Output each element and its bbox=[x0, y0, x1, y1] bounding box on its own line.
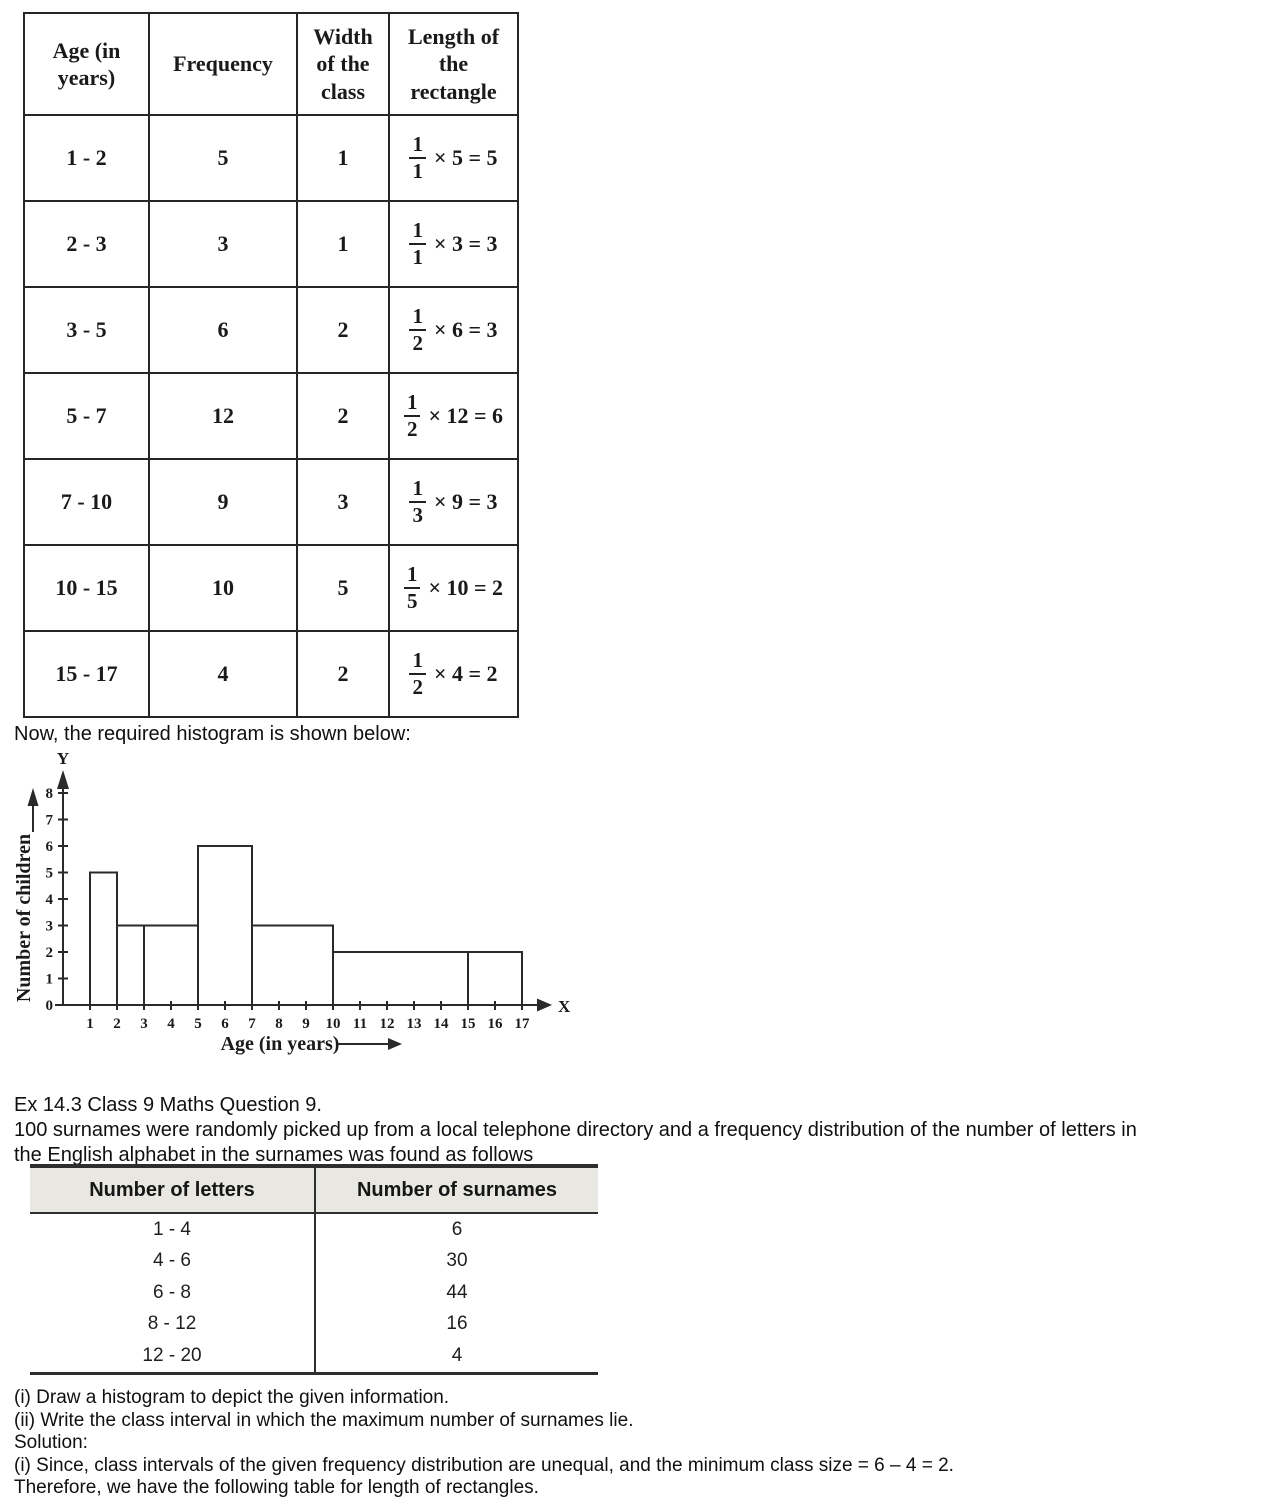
table-row bbox=[24, 201, 518, 287]
age-cell: 3 - 5 bbox=[24, 287, 149, 373]
table-row bbox=[24, 373, 518, 459]
age-cell: 10 - 15 bbox=[24, 545, 149, 631]
frequency-cell: 9 bbox=[149, 459, 297, 545]
fraction-numerator: 1 bbox=[404, 391, 421, 417]
x-tick-label: 10 bbox=[325, 1016, 341, 1032]
x-tick-label: 9 bbox=[302, 1016, 310, 1032]
histogram-bar bbox=[90, 873, 117, 1006]
fraction-numerator: 1 bbox=[409, 133, 426, 159]
histogram-bar bbox=[252, 926, 333, 1006]
solution-label: Solution: bbox=[14, 1432, 88, 1453]
x-axis-letter: X bbox=[558, 997, 571, 1016]
histogram-bar bbox=[117, 926, 144, 1006]
fraction bbox=[409, 305, 426, 355]
table-row bbox=[30, 1309, 598, 1341]
length-cell bbox=[389, 287, 518, 373]
x-tick-label: 1 bbox=[86, 1016, 94, 1032]
y-axis-title: Number of children bbox=[13, 833, 35, 1003]
width-cell: 2 bbox=[297, 373, 389, 459]
fraction-numerator: 1 bbox=[409, 305, 426, 331]
table-header-row bbox=[30, 1168, 598, 1214]
table-row bbox=[24, 287, 518, 373]
age-cell: 15 - 17 bbox=[24, 631, 149, 717]
question-block bbox=[14, 1093, 1137, 1168]
x-caption-arrowhead bbox=[388, 1038, 402, 1050]
histogram-bar bbox=[144, 926, 198, 1006]
length-expression: × 12 = 6 bbox=[428, 403, 504, 428]
fraction-denominator: 2 bbox=[412, 331, 423, 355]
col-header-surnames: Number of surnames bbox=[314, 1168, 598, 1212]
y-axis-arrowhead bbox=[57, 770, 69, 789]
question-line-2: the English alphabet in the surnames was found as follows bbox=[14, 1144, 534, 1166]
width-cell: 5 bbox=[297, 545, 389, 631]
x-tick-label: 16 bbox=[487, 1016, 503, 1032]
fraction-numerator: 1 bbox=[409, 649, 426, 675]
length-of-rectangle-table bbox=[23, 12, 519, 718]
x-tick-label: 12 bbox=[379, 1016, 395, 1032]
y-tick-label: 6 bbox=[45, 839, 53, 855]
length-expression: × 4 = 2 bbox=[433, 661, 498, 686]
frequency-cell: 12 bbox=[149, 373, 297, 459]
surnames-cell: 6 bbox=[314, 1214, 598, 1246]
y-tick-label: 7 bbox=[45, 812, 53, 829]
table-row bbox=[24, 545, 518, 631]
fraction bbox=[409, 219, 426, 269]
table-row bbox=[30, 1340, 598, 1372]
task-i-text: (i) Draw a histogram to depict the given information. bbox=[14, 1387, 450, 1408]
frequency-cell: 6 bbox=[149, 287, 297, 373]
table-row bbox=[30, 1277, 598, 1309]
solution-line-1: (i) Since, class intervals of the given frequency distribution are unequal, and the minimum class size = 6 – 4 = 2. bbox=[14, 1454, 954, 1476]
y-tick-label: 4 bbox=[45, 892, 53, 908]
y-tick-label: 1 bbox=[45, 971, 53, 988]
histogram-bar bbox=[333, 952, 468, 1005]
fraction bbox=[404, 391, 421, 441]
x-tick-label: 5 bbox=[194, 1016, 202, 1032]
frequency-cell: 5 bbox=[149, 115, 297, 201]
x-tick-label: 17 bbox=[514, 1016, 530, 1032]
y-tick-label: 2 bbox=[45, 945, 53, 961]
y-axis-letter: Y bbox=[56, 749, 70, 768]
width-cell: 2 bbox=[297, 287, 389, 373]
col-header-age: Age (in years) bbox=[24, 13, 149, 115]
y-tick-label: 8 bbox=[45, 786, 53, 802]
x-tick-label: 6 bbox=[221, 1016, 229, 1032]
x-tick-label: 15 bbox=[460, 1016, 476, 1032]
y-tick-label: 5 bbox=[45, 865, 53, 882]
x-tick-label: 13 bbox=[406, 1016, 422, 1032]
x-axis-title: Age (in years) bbox=[220, 1033, 340, 1055]
fraction-denominator: 5 bbox=[406, 589, 418, 613]
letters-cell: 8 - 12 bbox=[147, 1313, 197, 1335]
surnames-cell: 4 bbox=[314, 1340, 598, 1372]
surnames-cell: 16 bbox=[314, 1309, 598, 1341]
table-row bbox=[24, 459, 518, 545]
fraction-numerator: 1 bbox=[404, 563, 421, 589]
length-expression: × 5 = 5 bbox=[433, 145, 498, 170]
solution-block bbox=[14, 1387, 954, 1500]
col-header-letters: Number of letters bbox=[89, 1178, 255, 1201]
length-expression: × 10 = 2 bbox=[428, 575, 504, 600]
x-tick-label: 2 bbox=[113, 1016, 121, 1032]
length-cell bbox=[389, 373, 518, 459]
surnames-table bbox=[30, 1164, 598, 1375]
y-tick-label: 3 bbox=[45, 918, 53, 935]
age-cell: 2 - 3 bbox=[24, 201, 149, 287]
frequency-cell: 10 bbox=[149, 545, 297, 631]
length-cell bbox=[389, 545, 518, 631]
histogram-chart bbox=[0, 746, 620, 1066]
frequency-cell: 3 bbox=[149, 201, 297, 287]
fraction bbox=[409, 649, 426, 699]
frequency-cell: 4 bbox=[149, 631, 297, 717]
fraction-denominator: 3 bbox=[412, 503, 423, 527]
histogram-intro-text: Now, the required histogram is shown below: bbox=[14, 723, 411, 745]
length-expression: × 9 = 3 bbox=[433, 489, 498, 514]
letters-cell: 6 - 8 bbox=[152, 1281, 192, 1303]
fraction-numerator: 1 bbox=[409, 477, 426, 503]
y-tick-label: 0 bbox=[45, 998, 53, 1014]
x-tick-label: 7 bbox=[248, 1016, 256, 1032]
letters-cell: 1 - 4 bbox=[152, 1218, 192, 1240]
age-cell: 5 - 7 bbox=[24, 373, 149, 459]
y-caption-arrowhead bbox=[28, 788, 39, 806]
table-row bbox=[30, 1214, 598, 1246]
table-header-row bbox=[24, 13, 518, 115]
histogram-bar bbox=[198, 846, 252, 1005]
fraction-denominator: 1 bbox=[412, 159, 423, 183]
width-cell: 2 bbox=[297, 631, 389, 717]
age-cell: 1 - 2 bbox=[24, 115, 149, 201]
age-cell: 7 - 10 bbox=[24, 459, 149, 545]
task-ii-text: (ii) Write the class interval in which the maximum number of surnames lie. bbox=[14, 1409, 634, 1431]
x-axis-arrowhead bbox=[537, 999, 552, 1012]
x-tick-label: 3 bbox=[140, 1016, 148, 1032]
question-heading: Ex 14.3 Class 9 Maths Question 9. bbox=[14, 1094, 322, 1116]
col-header-length: Length of the rectangle bbox=[389, 13, 518, 115]
width-cell: 3 bbox=[297, 459, 389, 545]
letters-cell: 12 - 20 bbox=[142, 1344, 202, 1366]
col-header-width: Width of the class bbox=[297, 13, 389, 115]
question-line-1: 100 surnames were randomly picked up from a local telephone directory and a frequency distribution of the number of letters in bbox=[14, 1119, 1137, 1141]
x-tick-label: 8 bbox=[275, 1016, 283, 1032]
x-tick-label: 4 bbox=[167, 1016, 175, 1032]
histogram-bar bbox=[468, 952, 522, 1005]
surnames-cell: 30 bbox=[314, 1246, 598, 1278]
fraction-denominator: 1 bbox=[412, 245, 423, 269]
width-cell: 1 bbox=[297, 115, 389, 201]
fraction-denominator: 2 bbox=[412, 675, 423, 699]
length-cell bbox=[389, 459, 518, 545]
length-cell bbox=[389, 631, 518, 717]
length-expression: × 6 = 3 bbox=[433, 317, 498, 342]
table-row bbox=[24, 631, 518, 717]
table-row bbox=[24, 115, 518, 201]
solution-line-2: Therefore, we have the following table for length of rectangles. bbox=[14, 1477, 539, 1498]
width-cell: 1 bbox=[297, 201, 389, 287]
col-header-frequency: Frequency bbox=[149, 13, 297, 115]
fraction bbox=[404, 563, 421, 613]
length-cell bbox=[389, 115, 518, 201]
surnames-cell: 44 bbox=[314, 1277, 598, 1309]
fraction bbox=[409, 133, 426, 183]
x-tick-label: 14 bbox=[433, 1016, 449, 1032]
letters-cell: 4 - 6 bbox=[152, 1250, 192, 1272]
length-cell bbox=[389, 201, 518, 287]
length-expression: × 3 = 3 bbox=[433, 231, 498, 256]
table-row bbox=[30, 1246, 598, 1278]
fraction bbox=[409, 477, 426, 527]
x-tick-label: 11 bbox=[352, 1016, 368, 1032]
fraction-denominator: 2 bbox=[406, 417, 418, 441]
fraction-numerator: 1 bbox=[409, 219, 426, 245]
